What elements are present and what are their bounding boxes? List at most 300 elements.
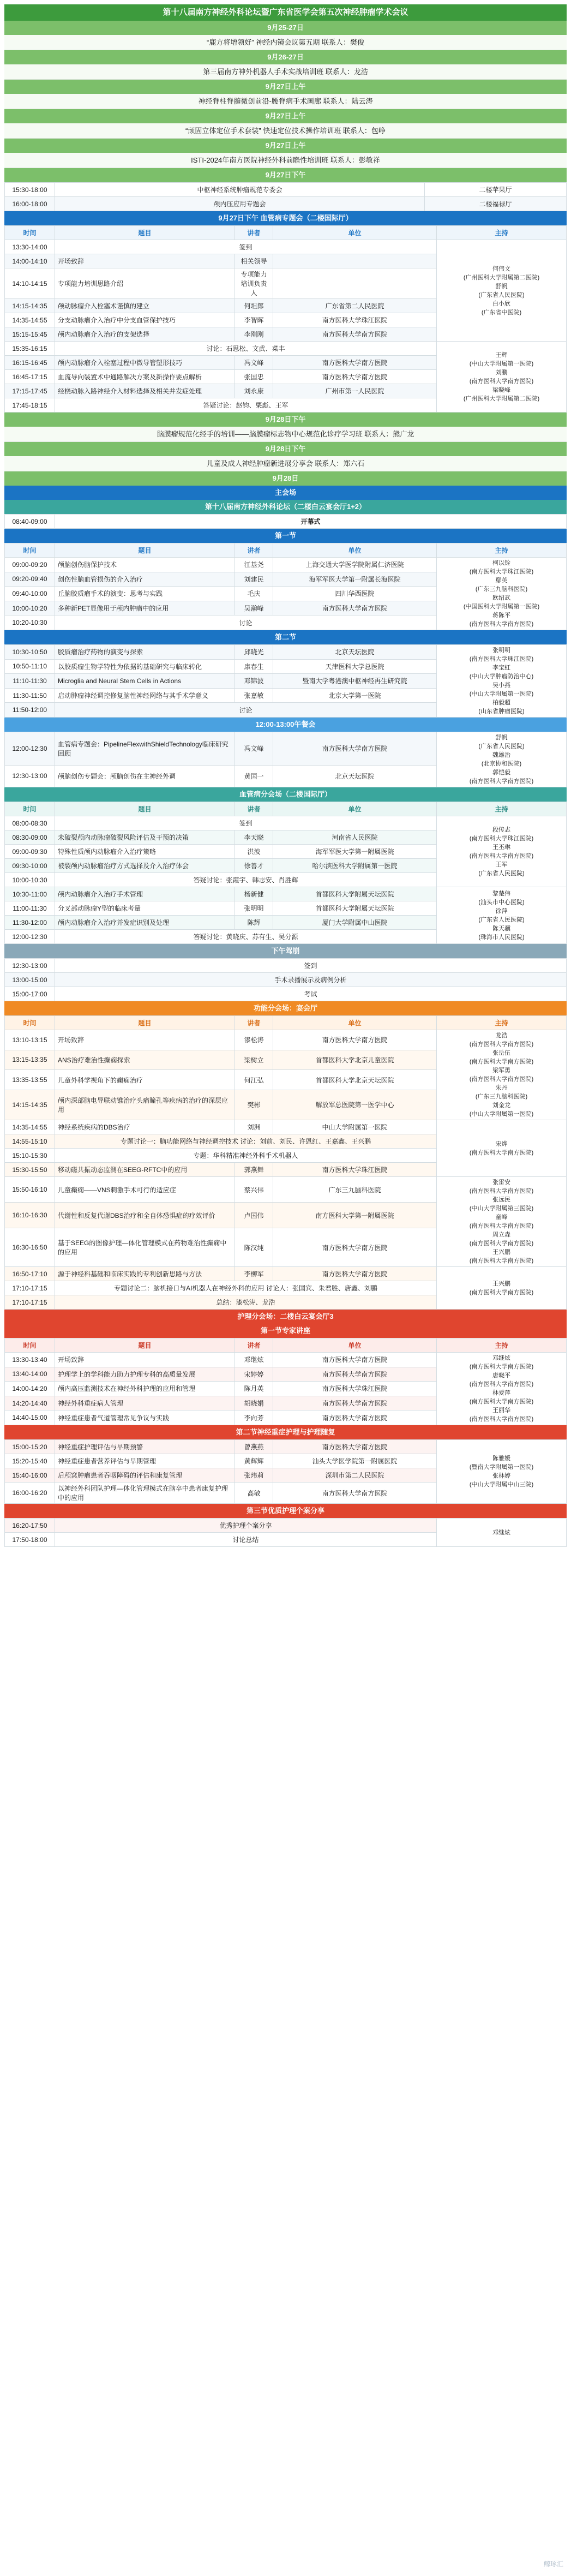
unit-cell: 南方医科大学南方医院 (273, 1030, 437, 1050)
topic-cell: 颅脑创伤脑保护技术 (55, 558, 235, 572)
col-header: 时间 (5, 226, 55, 240)
schedule-table (4, 1439, 567, 1504)
unit-cell: 深圳市第二人民医院 (273, 1468, 437, 1483)
main-venue (4, 471, 567, 787)
speaker-cell: 宋婷婷 (235, 1367, 273, 1382)
moderator-line: 徐萍 (495, 907, 508, 915)
time-cell: 16:15-16:45 (5, 356, 55, 370)
time-cell: 11:10-11:30 (5, 674, 55, 689)
topic-cell: 未破裂颅内动脉瘤破裂风险评估及干预的决策 (55, 830, 235, 845)
moderator-line: (汕头市中心医院) (478, 899, 525, 906)
moderator-line: 蒋陈平 (492, 612, 510, 619)
time-cell: 14:40-15:00 (5, 1410, 55, 1425)
pm27-table (4, 182, 567, 211)
date-bar: 9月27日上午 (4, 139, 567, 153)
speaker-cell: 漆松涛 (235, 1030, 273, 1050)
time-cell: 11:50-12:00 (5, 703, 55, 718)
moderator-line: 唐晓平 (492, 1372, 510, 1379)
table-row (5, 1519, 567, 1533)
moderator-line: (广州医科大学附属第二医院) (463, 395, 540, 402)
time-cell: 10:50-11:10 (5, 659, 55, 674)
unit-cell: 北京大学第一医院 (273, 688, 437, 703)
unit-cell: 北京天坛医院 (273, 645, 437, 660)
moderator-line: 龙浩 (495, 1032, 508, 1039)
speaker-cell: 李天晓 (235, 830, 273, 845)
time-cell: 17:10-17:15 (5, 1281, 55, 1295)
unit-cell: 暨南大学粤港澳中枢神经再生研究院 (273, 674, 437, 689)
topic-cell: 签到 (55, 240, 437, 254)
moderator-line: 邓继炫 (492, 1355, 510, 1361)
moderator-line: 梁军勇 (492, 1067, 510, 1074)
unit-cell: 广东省第二人民医院 (273, 299, 437, 313)
col-header: 单位 (273, 226, 437, 240)
session-bar: 护理分会场：二楼白云宴会厅3 (4, 1310, 567, 1324)
speaker-cell: 相关领导 (235, 254, 273, 268)
topic-cell: 签到 (55, 816, 437, 830)
time-cell: 08:40-09:00 (5, 515, 55, 529)
venue-bar: 主会场 (4, 486, 567, 500)
moderator-line: (南方医科大学珠江医院) (469, 569, 534, 575)
topic-cell: 颅内深部脑电导联动锥治疗头痛瞳孔等疾病的治疗的深层应用 (55, 1090, 235, 1120)
session-bar: 9月27日下午 血管病专题会（二楼国际厅） (4, 211, 567, 225)
moderator-cell (437, 816, 567, 887)
moderator-cell (437, 1519, 567, 1547)
moderator-line: (南方医科大学南方医院) (469, 1258, 534, 1264)
speaker-cell: 刘建民 (235, 572, 273, 587)
speaker-cell: 胡晓娟 (235, 1396, 273, 1410)
table-row (5, 816, 567, 830)
moderator-line: 鄢英 (495, 577, 508, 584)
moderator-line: (南方医科大学南方医院) (469, 1240, 534, 1247)
col-header: 题目 (55, 1338, 235, 1353)
moderator-line: (南方医科大学南方医院) (469, 1041, 534, 1048)
time-cell: 12:00-12:30 (5, 930, 55, 944)
moderator-line: (南方医科大学珠江医院) (469, 656, 534, 662)
moderator-line: 王兴鹏 (492, 1280, 510, 1287)
time-cell: 10:30-10:50 (5, 645, 55, 660)
time-cell: 13:30-13:40 (5, 1353, 55, 1367)
topic-cell: 颅内动脉瘤介入治疗并发症识别及处理 (55, 916, 235, 930)
afternoon-session (4, 944, 567, 1001)
col-header: 讲者 (235, 1338, 273, 1353)
speaker-cell: 李柳军 (235, 1267, 273, 1281)
time-cell: 09:00-09:30 (5, 845, 55, 859)
moderator-line: (中山大学附属第一医院) (469, 360, 534, 367)
date-bar: 9月28日 (4, 471, 567, 486)
topic-cell: 开幕式 (55, 515, 567, 529)
table-row (5, 887, 567, 901)
section-bar: 第三节优质护理个案分享 (4, 1504, 567, 1518)
table-row (5, 240, 567, 254)
schedule-table (4, 1518, 567, 1547)
topic-cell: 经桡动脉入路神经介入材料选择及相关并发症处理 (55, 384, 235, 398)
topic-cell: 神经重症患者营养评估与早期管理 (55, 1454, 235, 1468)
time-cell: 13:35-13:55 (5, 1070, 55, 1090)
topic-cell: 基于SEEG的图像护理—体化管理模式在药物难治性癫痫中的应用 (55, 1228, 235, 1267)
header-row (5, 1016, 567, 1030)
topic-cell: 专题：华科精准神经外科手术机器人 (55, 1149, 437, 1163)
topic-cell: 讨论：石思松、文武、菜丰 (55, 342, 437, 356)
moderator-cell (437, 558, 567, 630)
moderator-line: (中山大学附属中山三院) (469, 1481, 534, 1488)
moderator-line: 张明明 (492, 647, 510, 654)
speaker-cell: 何坦郎 (235, 299, 273, 313)
speaker-cell: 黄国一 (235, 765, 273, 787)
moderator-line: 刘金龙 (492, 1102, 510, 1109)
topic-cell: ANS治疗难治性癫痫探索 (55, 1050, 235, 1070)
unit-cell: 南方医科大学珠江医院 (273, 313, 437, 327)
topic-cell: 开场致辞 (55, 1030, 235, 1050)
col-header: 时间 (5, 802, 55, 816)
unit-cell: 南方医科大学南方医院 (273, 1267, 437, 1281)
place-cell: 二楼福禄厅 (425, 197, 567, 211)
unit-cell: 南方医科大学南方医院 (273, 370, 437, 384)
moderator-line: 舒帆 (495, 734, 508, 741)
time-cell: 08:00-08:30 (5, 816, 55, 830)
topic-cell: 后颅窝肿瘤患者吞咽障碍的评估和康复管理 (55, 1468, 235, 1483)
col-header: 讲者 (235, 226, 273, 240)
moderator-line: 王丽华 (492, 1407, 510, 1414)
unit-cell: 解放军总医院第一医学中心 (273, 1090, 437, 1120)
moderator-cell (437, 1030, 567, 1120)
topic-cell: 血管病专题会：PipelineFlexwithShieldTechnology临床研究回顾 (55, 732, 235, 766)
topic-cell: 答疑讨论：张霞宇、韩志安、肖胜辉 (55, 873, 437, 887)
time-cell: 10:30-11:00 (5, 887, 55, 901)
moderator-line: 李宝虹 (492, 665, 510, 671)
unit-cell: 南方医科大学南方医院 (273, 601, 437, 615)
vascular-session-27 (4, 211, 567, 413)
topic-cell: 开场致辞 (55, 1353, 235, 1367)
moderator-line: (广东省人民医院) (478, 291, 525, 298)
time-cell: 13:30-14:00 (5, 240, 55, 254)
date-bar: 9月27日上午 (4, 109, 567, 123)
table-row (5, 1120, 567, 1134)
moderator-line: (中国医科大学附属第一医院) (463, 603, 540, 610)
moderator-cell (437, 1177, 567, 1267)
time-cell: 11:30-11:50 (5, 688, 55, 703)
col-header: 时间 (5, 1016, 55, 1030)
time-cell: 15:20-15:40 (5, 1454, 55, 1468)
time-cell: 16:45-17:15 (5, 370, 55, 384)
moderator-line: 陈天骥 (492, 925, 510, 932)
unit-cell: 汕头大学医学院第一附属医院 (273, 1454, 437, 1468)
topic-cell: 讨论 (55, 615, 437, 630)
speaker-cell: 刘永康 (235, 384, 273, 398)
moderator-cell (437, 887, 567, 944)
time-cell: 14:20-14:40 (5, 1396, 55, 1410)
schedule-table (4, 1015, 567, 1310)
speaker-cell: 陈月英 (235, 1382, 273, 1396)
date-bar: 9月27日上午 (4, 80, 567, 94)
time-cell: 14:15-14:35 (5, 1090, 55, 1120)
topic-cell: 颅内动脉瘤介入治疗手术管理 (55, 887, 235, 901)
moderator-cell (437, 342, 567, 413)
unit-cell: 南方医科大学第一附属医院 (273, 1203, 437, 1228)
moderator-line: 王辉 (495, 351, 508, 358)
time-cell: 13:15-13:35 (5, 1050, 55, 1070)
unit-cell: 海军军医大学第一附属长海医院 (273, 572, 437, 587)
speaker-cell: 康春生 (235, 659, 273, 674)
time-cell: 14:35-14:55 (5, 313, 55, 327)
moderator-line: (南方医科大学南方医院) (469, 1076, 534, 1083)
moderator-cell (437, 1353, 567, 1425)
date-bar: 9月26-27日 (4, 50, 567, 64)
topic-cell: 神经外科重症病人管理 (55, 1396, 235, 1410)
table-row (5, 987, 567, 1001)
speaker-cell: 专项能力培训负责人 (235, 268, 273, 299)
unit-cell: 南方医科大学南方医院 (273, 1410, 437, 1425)
table-row (5, 732, 567, 766)
speaker-cell: 郭燕舞 (235, 1163, 273, 1177)
col-header: 讲者 (235, 543, 273, 558)
speaker-cell: 黄辉辉 (235, 1454, 273, 1468)
moderator-line: (南方医科大学南方医院) (469, 1416, 534, 1423)
col-header: 主持 (437, 802, 567, 816)
time-cell: 16:00-18:00 (5, 197, 55, 211)
time-cell: 17:50-18:00 (5, 1533, 55, 1547)
moderator-line: (北京协和医院) (481, 761, 522, 767)
session-bar: 功能分会场：宴会厅 (4, 1001, 567, 1015)
col-header: 题目 (55, 1016, 235, 1030)
time-cell: 14:00-14:20 (5, 1382, 55, 1396)
moderator-line: (广东省人民医院) (478, 870, 525, 877)
topic-cell: 特殊性质颅内动脉瘤介入治疗策略 (55, 845, 235, 859)
col-header: 时间 (5, 1338, 55, 1353)
moderator-line: 刘鹏 (495, 369, 508, 376)
date-bar: 9月28日下午 (4, 442, 567, 456)
moderator-cell (437, 1440, 567, 1504)
table-row (5, 1353, 567, 1367)
time-cell: 12:00-12:30 (5, 732, 55, 766)
time-cell: 15:30-15:50 (5, 1163, 55, 1177)
time-cell: 10:00-10:20 (5, 601, 55, 615)
unit-cell: 首都医科大学北京儿童医院 (273, 1050, 437, 1070)
topic-cell: 讨论 (55, 703, 437, 718)
topic-cell: 颅内压应用专题会 (55, 197, 425, 211)
moderator-cell (437, 1120, 567, 1177)
unit-cell: 哈尔滨医科大学附属第一医院 (273, 859, 437, 873)
time-cell: 14:35-14:55 (5, 1120, 55, 1134)
unit-cell (273, 268, 437, 299)
time-cell: 10:00-10:30 (5, 873, 55, 887)
moderator-line: (广东三九脑科医院) (475, 1093, 528, 1100)
moderator-line: (南方医科大学珠江医院) (469, 835, 534, 842)
topic-cell: 以神经外科团队护理—体化管理模式在脑卒中患者康复护理中的应用 (55, 1483, 235, 1504)
topic-cell: 护理学上的学科能力助力护理专科的高质量发展 (55, 1367, 235, 1382)
moderator-line: (暨南大学附属第一医院) (469, 1464, 534, 1471)
unit-cell: 南方医科大学南方医院 (273, 327, 437, 342)
time-cell: 15:40-16:00 (5, 1468, 55, 1483)
time-cell: 11:30-12:00 (5, 916, 55, 930)
time-cell: 16:10-16:30 (5, 1203, 55, 1228)
speaker-cell: 高敏 (235, 1483, 273, 1504)
time-cell: 13:10-13:15 (5, 1030, 55, 1050)
col-header: 单位 (273, 1016, 437, 1030)
topic-cell: 神经系统疾病的DBS治疗 (55, 1120, 235, 1134)
time-cell: 14:55-15:10 (5, 1134, 55, 1149)
unit-cell: 南方医科大学南方医院 (273, 1353, 437, 1367)
speaker-cell: 张国忠 (235, 370, 273, 384)
session-bar: 下午驾崩 (4, 944, 567, 958)
moderator-line: (南方医科大学南方医院) (469, 1364, 534, 1370)
table-row (5, 1030, 567, 1050)
pre-days (4, 21, 567, 168)
moderator-line: (南方医科大学南方医院) (469, 778, 534, 785)
col-header: 主持 (437, 543, 567, 558)
col-header: 单位 (273, 802, 437, 816)
unit-cell: 首都医科大学附属天坛医院 (273, 901, 437, 916)
header-row (5, 802, 567, 816)
topic-cell: 被裂颅内动脉瘤治疗方式选择及介入治疗体会 (55, 859, 235, 873)
table-row (5, 973, 567, 987)
unit-cell: 河南省人民医院 (273, 830, 437, 845)
topic-cell: Microglia and Neural Stem Cells in Actions (55, 674, 235, 689)
topic-cell: 神经重症患者气道管理常见争议与实践 (55, 1410, 235, 1425)
moderator-line: (珠海市人民医院) (478, 934, 525, 941)
time-cell: 09:30-10:00 (5, 859, 55, 873)
time-cell: 15:15-15:45 (5, 327, 55, 342)
time-cell: 13:00-15:00 (5, 973, 55, 987)
col-header: 讲者 (235, 1016, 273, 1030)
topic-cell: 创伤性脑血管损伤的介入治疗 (55, 572, 235, 587)
col-header: 单位 (273, 1338, 437, 1353)
header-row (5, 226, 567, 240)
time-cell: 17:10-17:15 (5, 1295, 55, 1310)
moderator-line: (南方医科大学南方医院) (469, 1381, 534, 1388)
pm27-section (4, 168, 567, 211)
topic-cell: 考试 (55, 987, 567, 1001)
forum-bar: 第十八届南方神经外科论坛（二楼白云宴会厅1+2） (4, 500, 567, 514)
topic-cell: 启动肿瘤神经调控修复脑性神经网络与其手术学意义 (55, 688, 235, 703)
event-line: 儿童及成人神经肿瘤新进展分享会 联系人：郑六石 (4, 456, 567, 471)
unit-cell: 南方医科大学珠江医院 (273, 1163, 437, 1177)
schedule-table (4, 1338, 567, 1425)
table-row (5, 959, 567, 973)
time-cell: 15:30-18:00 (5, 183, 55, 197)
table-row (5, 515, 567, 529)
moderator-line: 王军 (495, 861, 508, 868)
unit-cell: 首都医科大学附属天坛医院 (273, 887, 437, 901)
table-row (5, 183, 567, 197)
date-bar: 9月25-27日 (4, 21, 567, 35)
unit-cell: 天津医科大学总医院 (273, 659, 437, 674)
unit-cell: 首都医科大学北京天坛医院 (273, 1070, 437, 1090)
topic-cell: 讨论总结 (55, 1533, 437, 1547)
unit-cell: 厦门大学附属中山医院 (273, 916, 437, 930)
section-bar: 第二节神经重症护理与护理随复 (4, 1425, 567, 1439)
time-cell: 15:00-15:20 (5, 1440, 55, 1454)
unit-cell (273, 254, 437, 268)
time-cell: 15:50-16:10 (5, 1177, 55, 1203)
section-bar: 第一节 (4, 529, 567, 543)
event-line: “顽固立体定位手术套装” 快速定位技术操作培训班 联系人：包峥 (4, 123, 567, 139)
moderator-line: 张林婷 (492, 1473, 510, 1479)
speaker-cell: 张嘉敏 (235, 688, 273, 703)
unit-cell: 南方医科大学南方医院 (273, 1367, 437, 1382)
moderator-line: (南方医科大学南方医院) (469, 852, 534, 859)
topic-cell: 儿童癫痫——VNS刺激手术可行的适应症 (55, 1177, 235, 1203)
moderator-line: 张岳伍 (492, 1050, 510, 1056)
time-cell: 15:10-15:30 (5, 1149, 55, 1163)
moderator-line: (广州医科大学附属第二医院) (463, 274, 540, 281)
event-line: “鹿方将增领好” 神经内镜会议第五期 联系人：樊俊 (4, 35, 567, 50)
table-row (5, 1440, 567, 1454)
topic-cell: 胶质瘤治疗药物的演变与探索 (55, 645, 235, 660)
page-title: 第十八届南方神经外科论坛暨广东省医学会第五次神经肿瘤学术会议 (4, 4, 567, 21)
unit-cell: 南方医科大学南方医院 (273, 732, 437, 766)
section-bar: 第一节专家讲座 (4, 1324, 567, 1338)
moderator-cell (437, 1267, 567, 1310)
col-header: 题目 (55, 226, 235, 240)
schedule-table (4, 543, 567, 630)
watermark: 鲸琢汇 (543, 2560, 563, 2568)
moderator-line: 邓继炫 (492, 1529, 510, 1536)
moderator-line: (中山大学肿瘤防治中心) (469, 673, 534, 680)
unit-cell: 南方医科大学珠江医院 (273, 1382, 437, 1396)
speaker-cell: 吴瀚峰 (235, 601, 273, 615)
moderator-line: (山东省肿瘤医院) (478, 708, 525, 715)
moderator-line: (南方医科大学南方医院) (469, 1059, 534, 1065)
moderator-line: 郭恺毅 (492, 769, 510, 776)
unit-cell: 北京天坛医院 (273, 765, 437, 787)
moderator-line: 童峰 (495, 1214, 508, 1221)
topic-cell: 代谢性和反复代谢DBS治疗和全自体恐惧症的疗效评价 (55, 1203, 235, 1228)
topic-cell: 源于神经科基础和临床实践的专利创新思路与方法 (55, 1267, 235, 1281)
moderator-line: 张雷安 (492, 1179, 510, 1186)
speaker-cell: 杨新健 (235, 887, 273, 901)
moderator-line: 王丕琳 (492, 844, 510, 851)
unit-cell: 南方医科大学南方医院 (273, 356, 437, 370)
unit-cell: 上海交通大学医学院附属仁济医院 (273, 558, 437, 572)
moderator-line: (南方医科大学南方医院) (469, 1398, 534, 1405)
time-cell: 14:00-14:10 (5, 254, 55, 268)
moderator-line: 林爱萍 (492, 1390, 510, 1396)
topic-cell: 颅内高压监测技术在神经外科护理的应用和管理 (55, 1382, 235, 1396)
time-cell: 17:15-17:45 (5, 384, 55, 398)
speaker-cell: 张玮莉 (235, 1468, 273, 1483)
speaker-cell: 冯文峰 (235, 732, 273, 766)
moderator-line: 宋烨 (495, 1140, 508, 1147)
schedule-table (4, 802, 567, 944)
time-cell: 13:40-14:00 (5, 1367, 55, 1382)
col-header: 主持 (437, 226, 567, 240)
moderator-line: 吴小燕 (492, 682, 510, 689)
event-line: 第三届南方神外机器人手术实战培训班 联系人：龙浩 (4, 64, 567, 80)
speaker-cell: 徐善才 (235, 859, 273, 873)
col-header: 题目 (55, 543, 235, 558)
unit-cell: 南方医科大学南方医院 (273, 1228, 437, 1267)
time-cell: 09:20-09:40 (5, 572, 55, 587)
topic-cell: 移动磁共振动态监测在SEEG-RFTC中的应用 (55, 1163, 235, 1177)
schedule-table (4, 732, 567, 787)
topic-cell: 多种新PET显像用于颅内肿瘤中的应用 (55, 601, 235, 615)
topic-cell: 答疑讨论：黄晓庆、苏有生、吴分源 (55, 930, 437, 944)
col-header: 主持 (437, 1016, 567, 1030)
table-row (5, 1177, 567, 1203)
moderator-line: (南方医科大学南方医院) (469, 1188, 534, 1194)
moderator-line: (中山大学附属第一医院) (469, 1111, 534, 1117)
header-row (5, 1338, 567, 1353)
moderator-line: 段传志 (492, 826, 510, 833)
topic-cell: 优秀护理个案分享 (55, 1519, 437, 1533)
col-header: 主持 (437, 1338, 567, 1353)
speaker-cell: 曾燕燕 (235, 1440, 273, 1454)
topic-cell: 颅内动脉瘤介入治疗的支架选择 (55, 327, 235, 342)
moderator-cell (437, 732, 567, 787)
time-cell: 16:00-16:20 (5, 1483, 55, 1504)
unit-cell: 四川华西医院 (273, 587, 437, 601)
topic-cell: 答疑讨论：赵钧、栗彪、王军 (55, 398, 437, 413)
